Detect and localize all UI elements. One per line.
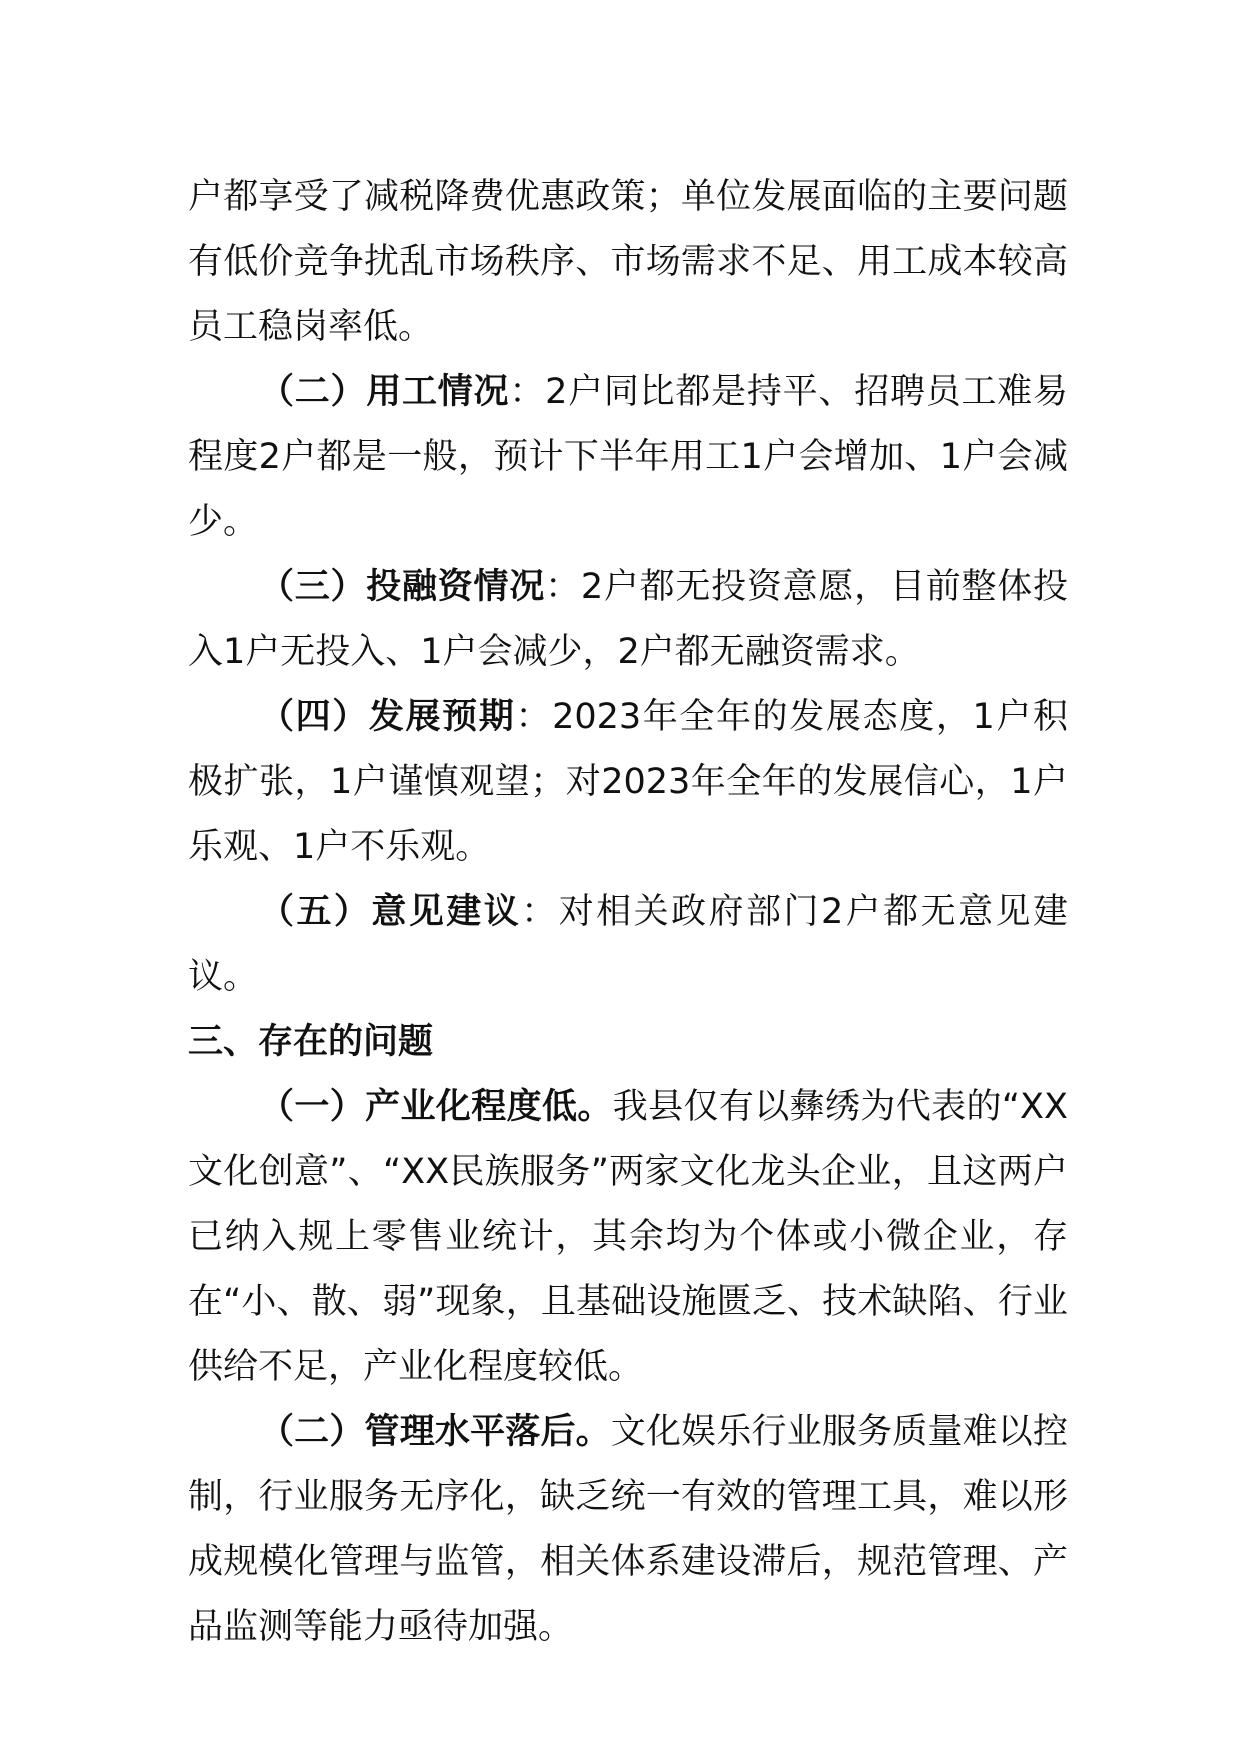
section-title: 三、存在的问题: [188, 1022, 434, 1062]
paragraph-investment: [188, 555, 1068, 685]
paragraph-text: ：2户都无投资意愿，目前整体投入1户无投入、1户会减少，2户都无融资需求。: [188, 567, 1068, 672]
paragraph-text: 户都享受了减税降费优惠政策；单位发展面临的主要问题有低价竞争扰乱市场秩序、市场需求不足、用工成本较高员工稳岗率低。: [188, 177, 1068, 347]
paragraph-continuation: [188, 165, 1068, 360]
paragraph-industrialization: [188, 1075, 1068, 1400]
subheading-suggestions: （五）意见建议: [259, 892, 522, 932]
paragraph-text: ：2户同比都是持平、招聘员工难易程度2户都是一般，预计下半年用工1户会增加、1户会减少。: [188, 372, 1068, 542]
paragraph-text: 我县仅有以彝绣为代表的“XX文化创意”、“XX民族服务”两家文化龙头企业，且这两户已纳入规上零售业统计，其余均为个体或小微企业，存在“小、散、弱”现象，且基础设施匮乏、技术缺陷、行业供给不足，产业化程度较低。: [188, 1087, 1068, 1387]
paragraph-outlook: [188, 685, 1068, 880]
paragraph-text: 文化娱乐行业服务质量难以控制，行业服务无序化，缺乏统一有效的管理工具，难以形成规模化管理与监管，相关体系建设滞后，规范管理、产品监测等能力亟待加强。: [188, 1412, 1068, 1647]
paragraph-management: [188, 1400, 1068, 1660]
subheading-outlook: （四）发展预期: [259, 697, 516, 737]
paragraph-text: ：2023年全年的发展态度，1户积极扩张，1户谨慎观望；对2023年全年的发展信心，1户乐观、1户不乐观。: [188, 697, 1068, 867]
paragraph-suggestions: [188, 880, 1068, 1010]
subheading-industrialization: （一）产业化程度低。: [259, 1087, 613, 1127]
subheading-employment: （二）用工情况: [259, 372, 510, 412]
subheading-investment: （三）投融资情况: [259, 567, 546, 607]
document-page: [188, 165, 1068, 1660]
paragraph-text: ：对相关政府部门2户都无意见建议。: [188, 892, 1068, 997]
subheading-management: （二）管理水平落后。: [259, 1412, 611, 1452]
paragraph-employment: [188, 360, 1068, 555]
